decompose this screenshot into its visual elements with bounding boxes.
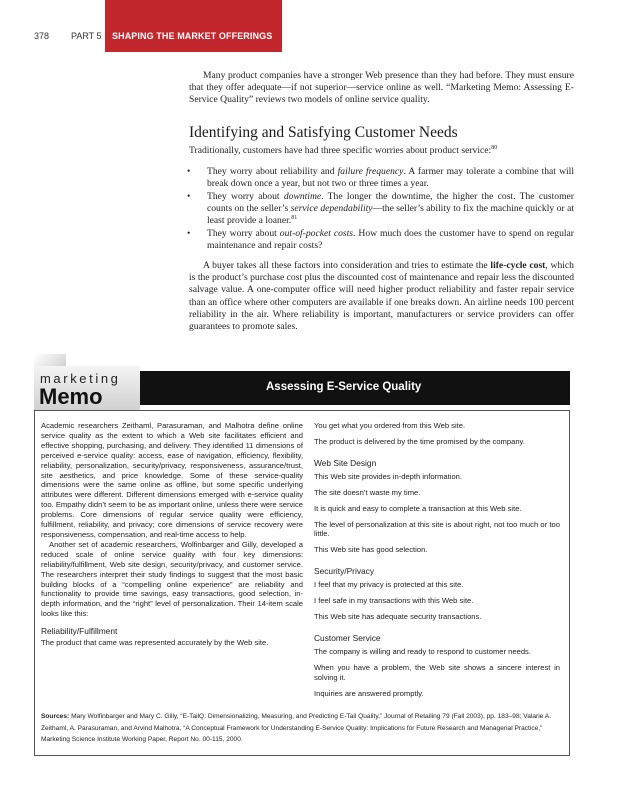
intro-paragraph: Many product companies have a stronger Web presence than they had before. They must ensure that they offer adequate—if not superior—service online as well. “Marketing Memo: Assessing E-Service Quality” reviews two models of online service quality. xyxy=(189,70,574,106)
scale-item: It is quick and easy to complete a transaction at this Web site. xyxy=(314,503,522,513)
memo-subheading: Reliability/Fulfillment xyxy=(41,626,118,637)
key-term: life-cycle cost xyxy=(490,260,546,272)
memo-subheading: Customer Service xyxy=(314,632,381,643)
sources-label: Sources: xyxy=(41,713,70,720)
running-header xyxy=(0,0,623,64)
section-title: SHAPING THE MARKET OFFERINGS xyxy=(112,31,273,41)
life-cycle-paragraph: A buyer takes all these factors into consideration and tries to estimate the life-cycle cost, which is the product’s purchase cost plus the discounted cost of maintenance and repair less the discounted salvage value. A one-computer office will need higher product reliability and faster repair service than an office where other computers are available if one breaks down. An airline needs 100 percent reliability in the air. Where reliability is important, manufacturers or service providers can offer guarantees to promote sales. xyxy=(189,260,574,332)
scale-item: The level of personalization at this site is about right, not too much or too little. xyxy=(314,519,560,539)
scale-item: Inquiries are answered promptly. xyxy=(314,688,424,698)
part-label: PART 5 xyxy=(71,31,102,41)
memo-paragraph: Academic researchers Zeithaml, Parasuraman, and Malhotra define online service quality as the extent to which a Web site facilitates efficient and effective shopping, purchasing, and delivery. They identified 11 dimensions of perceived e-service quality: access, ease of navigation, efficiency, flexibility, reliability, personalization, security/privacy, responsiveness, assurance/trust, site aesthetics, and price knowledge. Some of these service-quality dimensions were the same online as offline, but some specific underlying attributes were different. Different dimensions emerged with e-service quality too. Empathy didn’t seem to be as important online, unless there were service problems. Core dimensions of regular service quality were efficiency, fulfillment, reliability, and privacy; core dimensions of service recovery were responsiveness, compensation, and real-time access to help. xyxy=(41,421,303,539)
scale-item: I feel that my privacy is protected at this site. xyxy=(314,580,464,590)
memo-right-column xyxy=(314,421,560,705)
bullet-icon: • xyxy=(187,228,191,240)
memo-subheading: Web Site Design xyxy=(314,457,377,468)
marketing-memo xyxy=(0,346,623,766)
scale-item: I feel safe in my transactions with this Web site. xyxy=(314,596,474,606)
scale-item: The product that came was represented accurately by the Web site. xyxy=(41,638,269,648)
memo-content-box xyxy=(34,410,570,756)
main-text-column xyxy=(189,70,574,333)
memo-left-column xyxy=(41,421,303,648)
sources-text: Mary Wolfinbarger and Mary C. Gilly, “E-TailQ: Dimensionalizing, Measuring, and Predicting E-Tail Quality,” Journal of Retailing 79 (Fall 2003), pp. 183–98; Valarie A. Zeithaml, A. Parasuraman, and Arvind Malhotra, “A Conceptual Framework for Understanding E-Service Quality: Implications for Future Research and Managerial Practice,” Marketing Science Institute Working Paper, Report No. 00-115, 2000. xyxy=(41,713,552,743)
section-banner xyxy=(105,0,282,52)
memo-paragraph: Another set of academic researchers, Wolfinbarger and Gilly, developed a reduced scale of online service quality with four key dimensions: reliability/fulfillment, Web site design, security/privacy, and customer service. The researchers interpret their study findings to suggest that the most basic building blocks of a “compelling online experience” are reliability and functionality to provide time savings, easy transactions, good selection, in-depth information, and the “right” level of personalization. Their 14-item scale looks like this: xyxy=(41,539,303,619)
list-item: • They worry about reliability and failure frequency. A farmer may tolerate a combine that will break down once a year, but not two or three times a year. xyxy=(187,166,574,190)
scale-item: This Web site has good selection. xyxy=(314,545,428,555)
scale-item: This Web site has adequate security transactions. xyxy=(314,612,482,622)
scale-item: When you have a problem, the Web site shows a sincere interest in solving it. xyxy=(314,662,560,682)
list-item: • They worry about out-of-pocket costs. How much does the customer have to spend on regular maintenance and repair costs? xyxy=(187,228,574,252)
memo-sources xyxy=(41,711,563,746)
bullet-icon: • xyxy=(187,191,191,203)
section-lead xyxy=(189,145,574,157)
memo-title: Assessing E-Service Quality xyxy=(266,381,422,393)
scale-item: This Web site provides in-depth information. xyxy=(314,471,463,481)
memo-logo-big: Memo xyxy=(39,384,103,409)
page-number: 378 xyxy=(34,31,50,41)
section-heading: Identifying and Satisfying Customer Needs xyxy=(189,124,458,142)
scale-item: The product is delivered by the time promised by the company. xyxy=(314,436,525,446)
list-item: • They worry about downtime. The longer the downtime, the higher the cost. The customer counts on the seller’s service dependability—the seller’s ability to fix the machine quickly or at least provide a loaner.$^{81}$ xyxy=(187,191,574,227)
memo-subheading: Security/Privacy xyxy=(314,566,375,577)
worries-list xyxy=(189,166,574,252)
footnote-ref: 81 xyxy=(291,215,298,222)
footnote-ref: 80 xyxy=(491,145,498,152)
bullet-icon: • xyxy=(187,166,191,178)
section-lead-text: Traditionally, customers have had three specific worries about product service: xyxy=(189,145,492,157)
scale-item: You get what you ordered from this Web site. xyxy=(314,421,466,430)
scale-item: The company is willing and ready to respond to customer needs. xyxy=(314,646,531,656)
memo-logo-small: marketing xyxy=(40,371,121,386)
scale-item: The site doesn’t waste my time. xyxy=(314,487,421,497)
